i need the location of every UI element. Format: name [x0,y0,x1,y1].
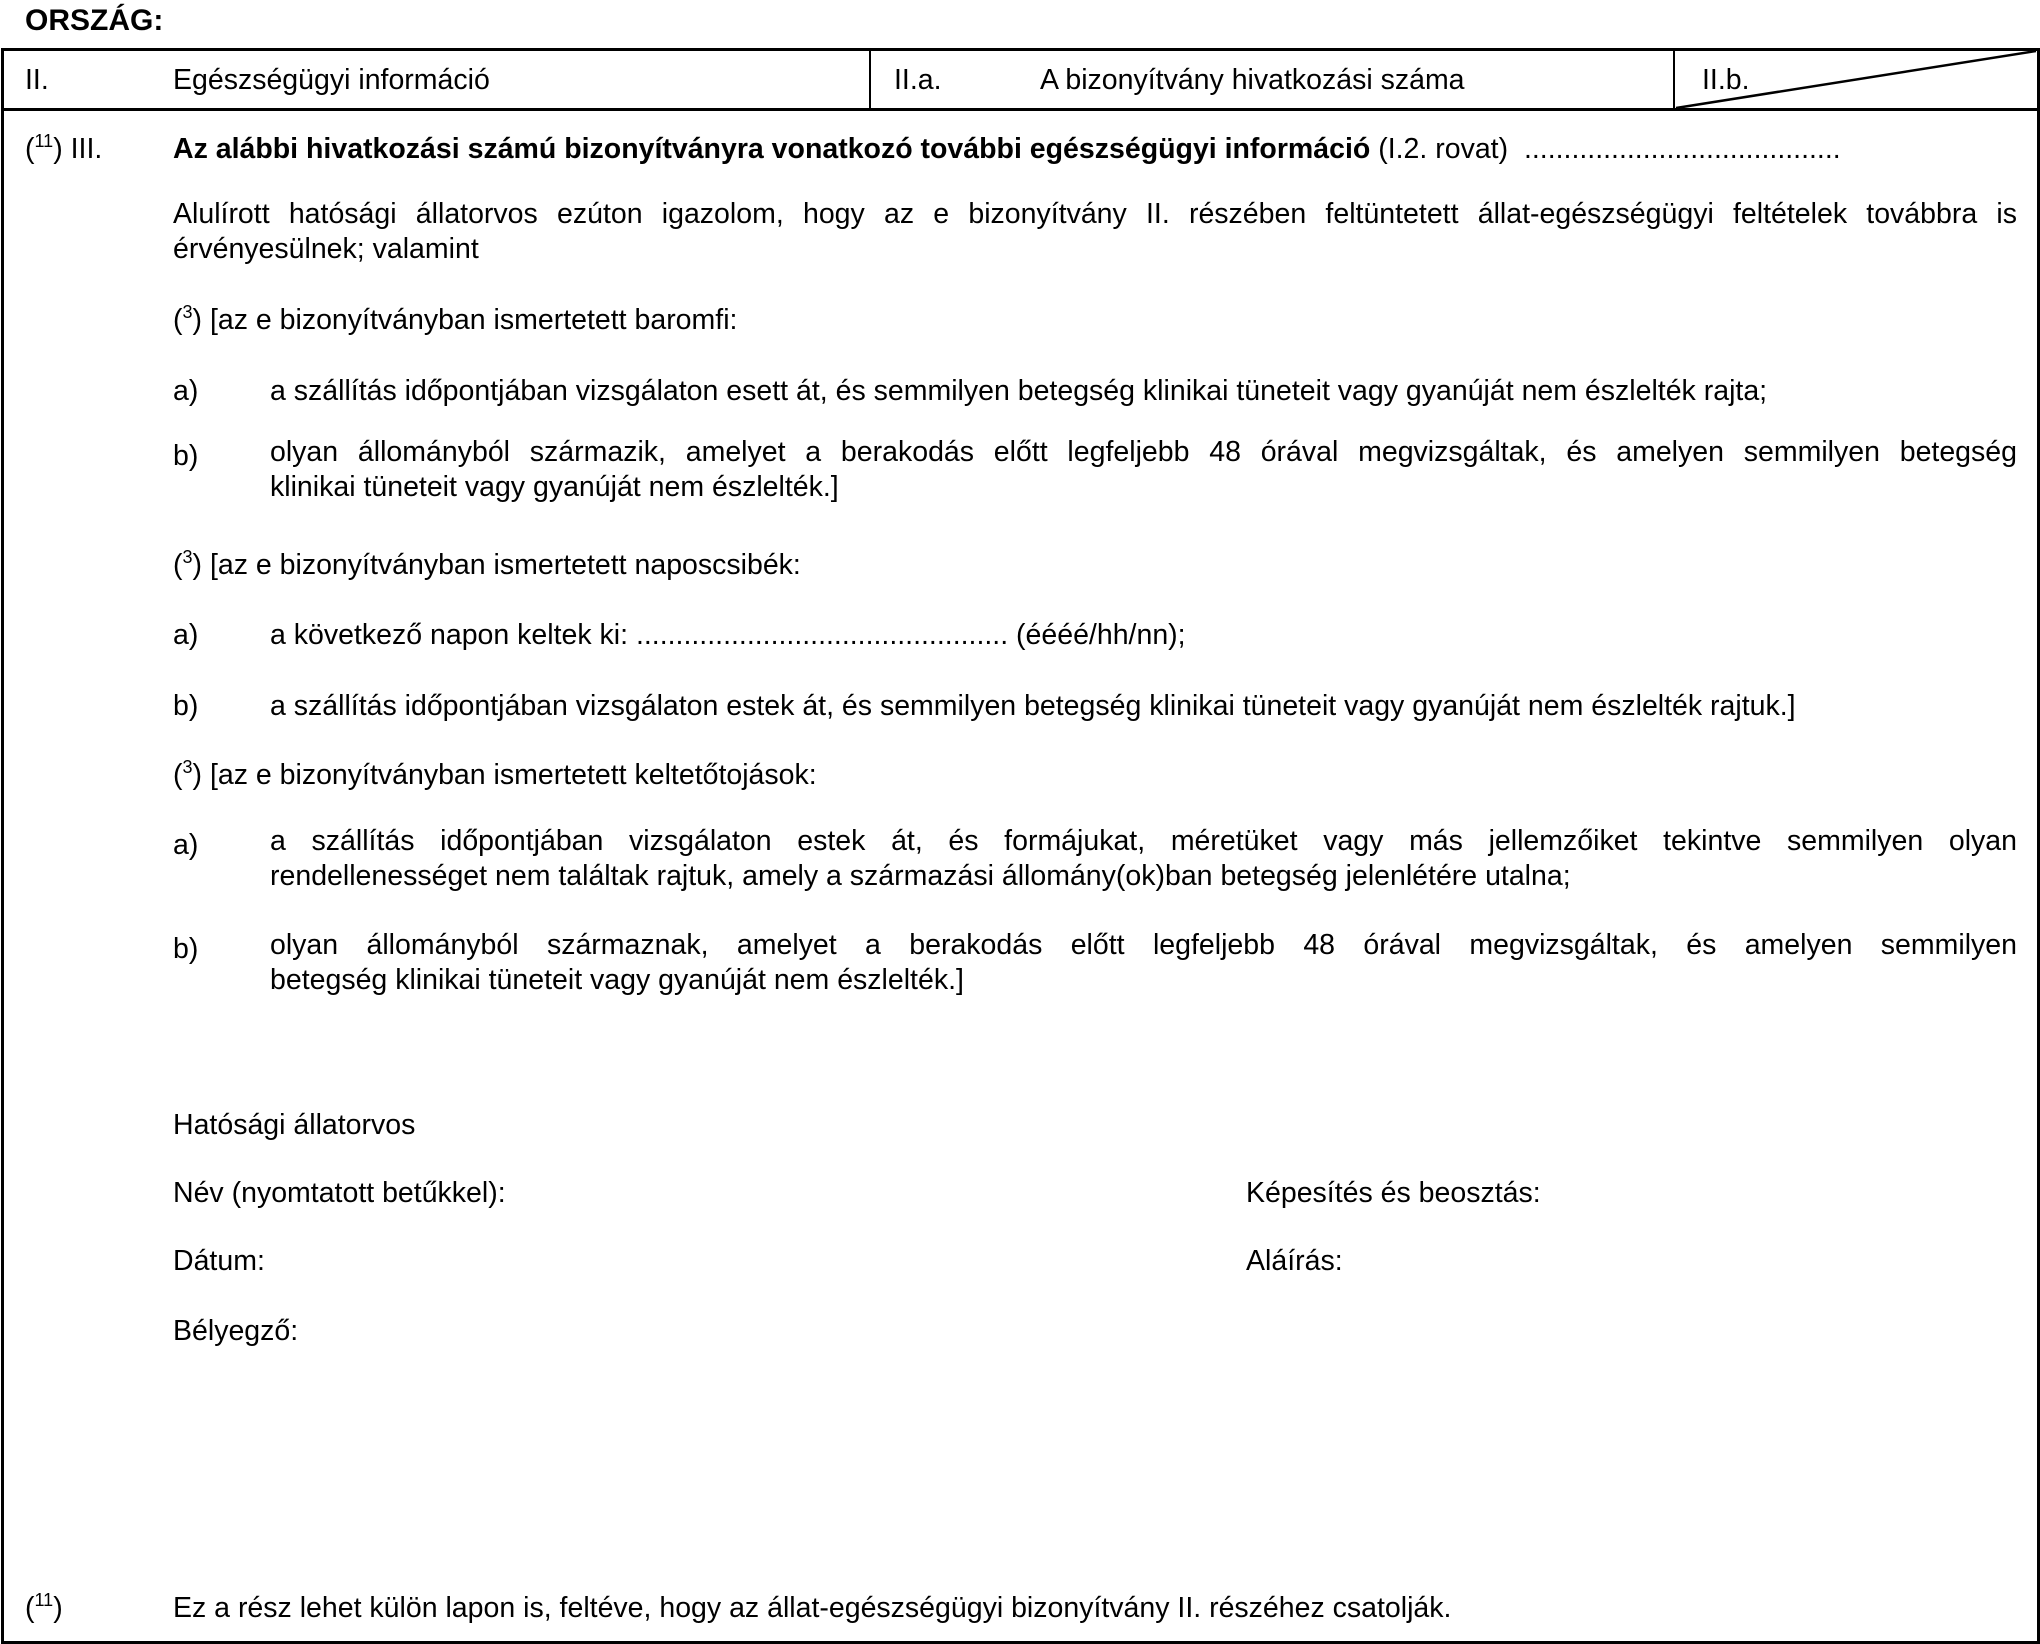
ref-b-label: II.b. [1702,64,1750,96]
footnote-ref: 3 [182,757,193,777]
block-poultry-heading: ($^3$) [az e bizonyítványban ismertetett baromfi: [173,302,738,336]
name-field-label: Név (nyomtatott betűkkel): [173,1177,506,1209]
item-text-line: klinikai tüneteit vagy gyanúját nem észlelték.] [270,471,839,503]
block-heading-text: [az e bizonyítványban ismertetett baromfi: [209,304,738,336]
item-text [270,824,2017,894]
item-text: a szállítás időpontjában vizsgálaton estek át, és semmilyen betegség klinikai tüneteit vagy gyanúját nem észlelték rajtuk.] [270,690,1796,722]
part3-heading-dots: ........................................ [1523,133,1841,165]
signature-field-label: Aláírás: [1246,1245,1343,1277]
section-number: II. [25,64,49,96]
part3-number: ($^{11}$) III. [25,131,103,165]
ref-title: A bizonyítvány hivatkozási száma [1040,64,1465,96]
footnote-ref: 11 [34,1590,54,1610]
item-text-line: olyan állományból származik, amelyet a berakodás előtt legfeljebb 48 órával megvizsgáltak, és amelyen semmilyen betegség [270,436,2017,468]
part3-heading-bold: Az alábbi hivatkozási számú bizonyítványra vonatkozó további egészségügyi információ [173,133,1371,165]
item-label: b) [173,690,199,722]
item-label: b) [173,440,199,472]
footnote-ref: 11 [34,131,54,151]
qualification-field-label: Képesítés és beosztás: [1246,1177,1541,1209]
item-text-hatch-date: a következő napon keltek ki: ............................................... (éééé/hh/nn); [270,619,1186,651]
country-label: ORSZÁG: [25,4,164,37]
header-column-divider-1 [869,48,871,110]
item-label: b) [173,933,199,965]
intro-paragraph [173,197,2017,267]
footnote-marker: ($^{11}$) [25,1590,63,1624]
block-eggs-heading: ($^3$) [az e bizonyítványban ismertetett keltetőtojások: [173,757,817,791]
part3-heading [173,135,1841,164]
item-label: a) [173,829,199,861]
item-label: a) [173,619,199,651]
item-text-line: rendellenességet nem találtak rajtuk, amely a származási állomány(ok)ban betegség jelenlétére utalna; [270,860,1571,892]
part3-heading-box: (I.2. rovat) [1378,133,1509,165]
official-vet-label: Hatósági állatorvos [173,1109,416,1141]
footnote-text: Ez a rész lehet külön lapon is, feltéve, hogy az állat-egészségügyi bizonyítvány II. részéhez csatolják. [173,1592,1452,1624]
footnote-ref: 3 [182,302,193,322]
item-text: a szállítás időpontjában vizsgálaton esett át, és semmilyen betegség klinikai tüneteit vagy gyanúját nem észlelték rajta; [270,375,1768,407]
date-field-label: Dátum: [173,1245,265,1277]
section-title: Egészségügyi információ [173,64,490,96]
intro-line-2: érvényesülnek; valamint [173,233,479,265]
item-text [270,928,2017,998]
item-text-line: betegség klinikai tüneteit vagy gyanúját nem észlelték.] [270,964,964,996]
block-heading-text: [az e bizonyítványban ismertetett naposcsibék: [209,549,801,581]
block-heading-text: [az e bizonyítványban ismertetett keltetőtojások: [209,759,817,791]
part3-section-number: III. [70,133,103,165]
item-text [270,435,2017,505]
ref-label: II.a. [894,64,942,96]
item-text-line: olyan állományból származnak, amelyet a berakodás előtt legfeljebb 48 órával megvizsgáltak, és amelyen semmilyen [270,929,2017,961]
item-label: a) [173,375,199,407]
intro-line-1: Alulírott hatósági állatorvos ezúton igazolom, hogy az e bizonyítvány II. részében feltüntetett állat-egészségügyi feltételek továbbra is [173,198,2017,230]
footnote-ref: 3 [182,547,193,567]
block-chicks-heading: ($^3$) [az e bizonyítványban ismertetett naposcsibék: [173,547,801,581]
item-text-line: a szállítás időpontjában vizsgálaton estek át, és formájukat, méretüket vagy más jellemzőiket tekintve semmilyen olyan [270,825,2017,857]
stamp-field-label: Bélyegző: [173,1315,299,1347]
